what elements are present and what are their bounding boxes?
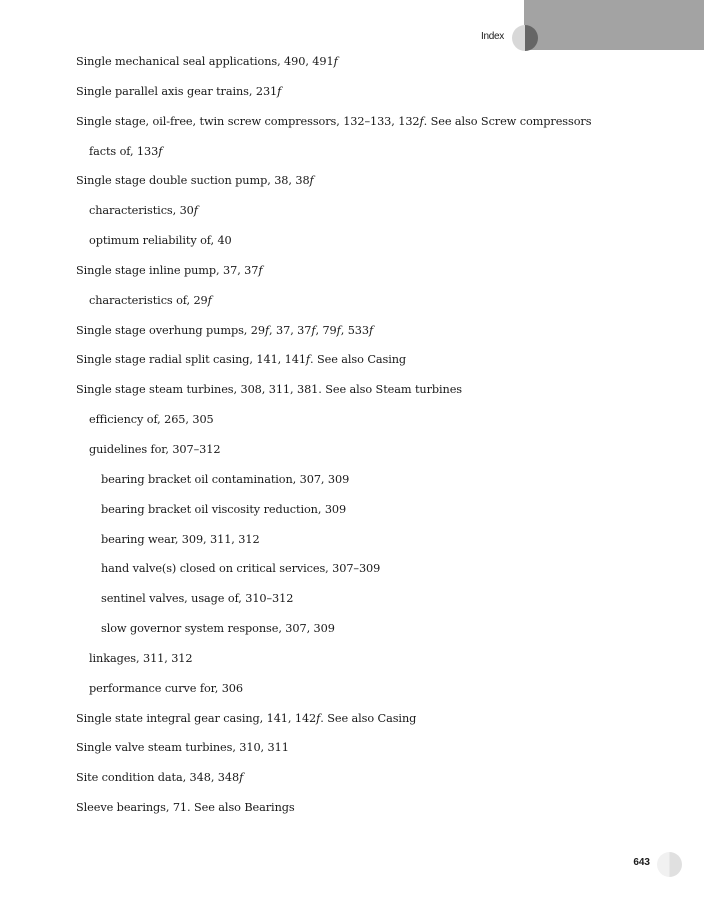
index-subentry: linkages, 311, 312 [89,651,193,665]
header-bar [524,0,704,50]
index-subentry: characteristics of, 29f [89,293,212,307]
index-entry: Single state integral gear casing, 141, 142f. See also Casing [76,711,417,725]
index-entry: Single stage, oil-free, twin screw compressors, 132–133, 132f. See also Screw compressors [76,114,592,128]
running-header: Index [481,31,504,42]
index-subentry: characteristics, 30f [89,204,198,218]
index-subentry: facts of, 133f [89,144,163,158]
index-entry: Single parallel axis gear trains, 231f [76,84,282,98]
index-entry: Single valve steam turbines, 310, 311 [76,741,289,755]
thumb-tab-icon [512,25,538,51]
index-entry: Single stage double suction pump, 38, 38f [76,174,314,188]
index-entry: Single stage radial split casing, 141, 141f. See also Casing [76,353,407,367]
page-tab-icon [657,852,682,877]
index-entry: Single mechanical seal applications, 490, 491f [76,55,338,68]
page-number: 643 [633,857,650,868]
index-entry: Sleeve bearings, 71. See also Bearings [76,801,295,815]
index-entry: Site condition data, 348, 348f [76,771,244,785]
index-entries [0,53,704,829]
index-subentry: guidelines for, 307–312 [89,442,221,456]
index-subsubentry: bearing wear, 309, 311, 312 [101,532,260,546]
index-entry: Single stage steam turbines, 308, 311, 381. See also Steam turbines [76,383,462,397]
index-subentry: optimum reliability of, 40 [89,234,232,248]
index-entry: Single stage inline pump, 37, 37f [76,263,263,277]
index-subsubentry: slow governor system response, 307, 309 [101,622,335,636]
index-subentry: performance curve for, 306 [89,681,243,695]
index-subentry: efficiency of, 265, 305 [89,413,214,427]
index-subsubentry: bearing bracket oil contamination, 307, 309 [101,472,350,486]
index-subsubentry: bearing bracket oil viscosity reduction, 309 [101,502,347,516]
index-entry: Single stage overhung pumps, 29f, 37, 37f, 79f, 533f [76,323,374,337]
index-subsubentry: hand valve(s) closed on critical services, 307–309 [101,562,381,576]
index-subsubentry: sentinel valves, usage of, 310–312 [101,592,294,606]
